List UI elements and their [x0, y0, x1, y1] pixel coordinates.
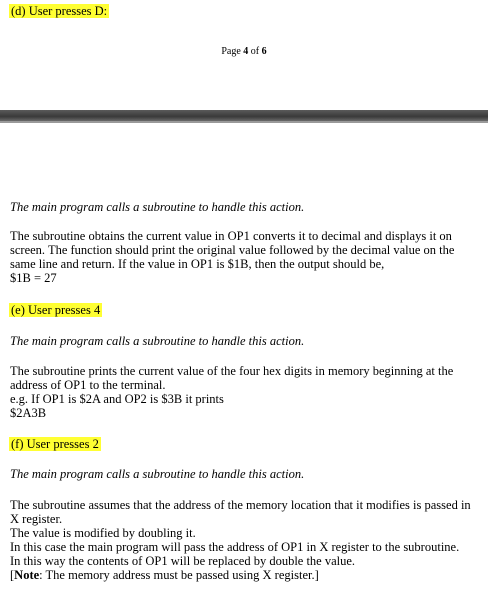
section-d-body-text: The subroutine obtains the current value in OP1 converts it to decimal and displays it on screen. The function should print the original value followed by the decimal value on the same line and return. If the value in OP1 is $1B, then the output should be, [10, 229, 455, 271]
section-d-intro: The main program calls a subroutine to handle this action. [10, 200, 305, 214]
section-e-body-text: The subroutine prints the current value of the four hex digits in memory beginning at the address of OP1 to the terminal. [10, 364, 454, 392]
section-e-example-2: $2A3B [10, 406, 47, 420]
heading-e-text: (e) User presses 4 [11, 303, 101, 317]
page-prefix: Page [221, 46, 244, 57]
page-of: of [248, 46, 262, 57]
section-e-example-1: e.g. If OP1 is $2A and OP2 is $3B it prints [10, 392, 224, 406]
section-f-body-4: In this way the contents of OP1 will be replaced by double the value. [10, 554, 356, 568]
section-e-body [10, 364, 482, 420]
note-label: Note [14, 568, 40, 582]
note-bracket: [ [10, 568, 15, 582]
heading-section-e [9, 303, 102, 318]
heading-f-text: (f) User presses 2 [11, 437, 99, 451]
note-text: : The memory address must be passed using X register.] [39, 568, 319, 582]
section-f-body [10, 498, 482, 582]
section-d-body [10, 229, 482, 285]
section-f-intro: The main program calls a subroutine to handle this action. [10, 467, 305, 481]
section-e-intro: The main program calls a subroutine to handle this action. [10, 334, 305, 348]
section-f-body-3: In this case the main program will pass the address of OP1 in X register to the subroutine. [10, 540, 460, 554]
page-total: 6 [261, 46, 267, 57]
section-f-body-2: The value is modified by doubling it. [10, 526, 196, 540]
page-current: 4 [243, 46, 249, 57]
heading-section-d [9, 4, 109, 19]
heading-section-f [9, 437, 101, 452]
page-break-bar [0, 110, 488, 121]
heading-d-text: (d) User presses D: [11, 4, 108, 18]
section-f-note [10, 568, 482, 582]
page-number-label [0, 46, 488, 57]
section-f-body-1: The subroutine assumes that the address of the memory location that it modifies is passed in X register. [10, 498, 471, 526]
page-break-shadow [0, 121, 488, 123]
section-d-example: $1B = 27 [10, 271, 57, 285]
